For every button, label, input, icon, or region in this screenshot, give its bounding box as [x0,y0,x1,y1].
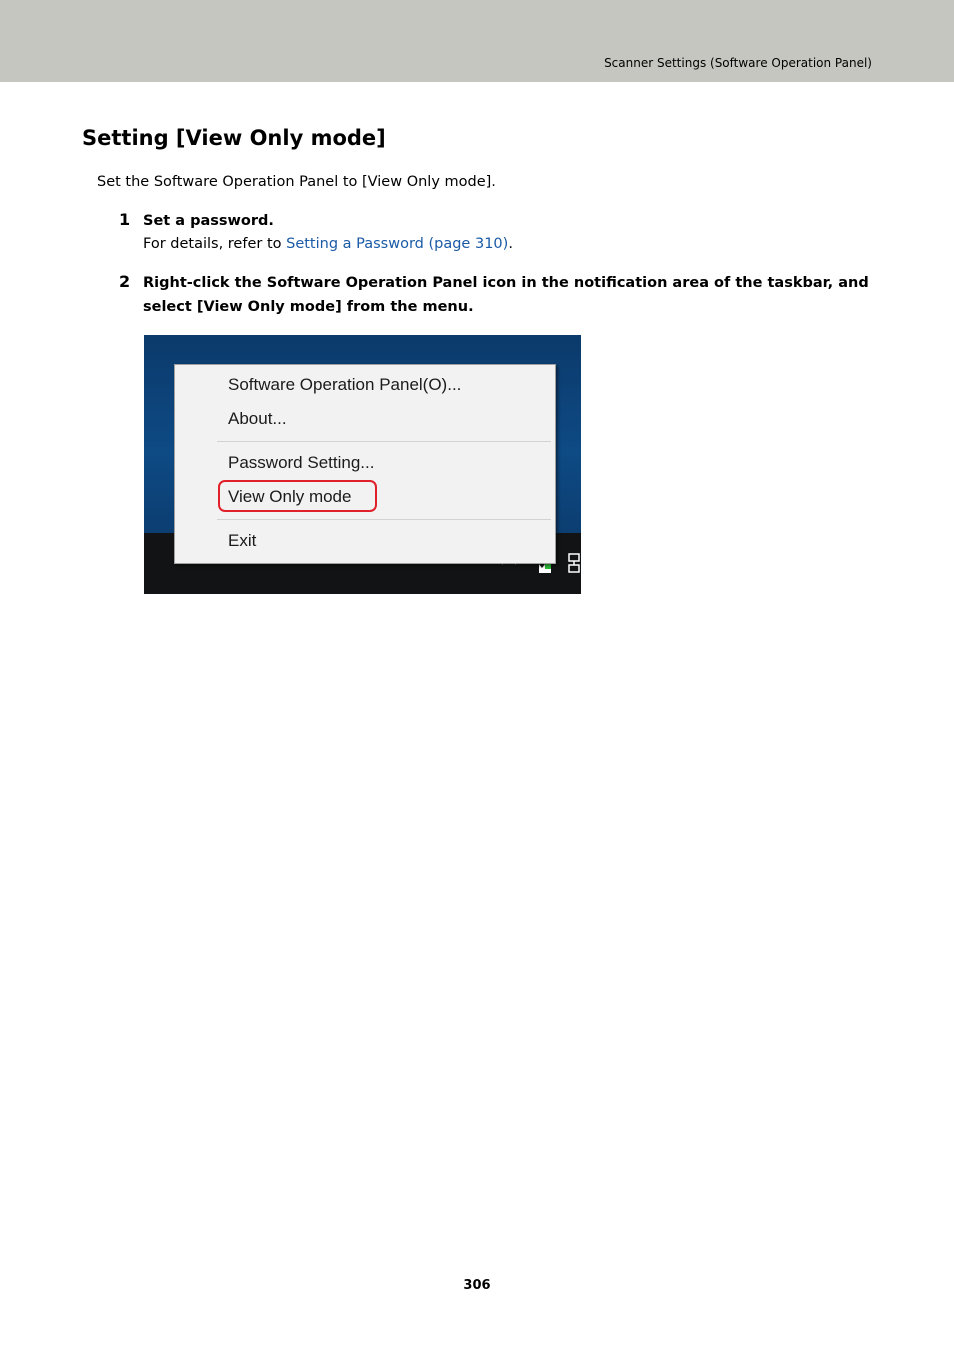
step-2-text: Right-click the Software Operation Panel icon in the notification area of the taskbar, and select [View Only mode] from the menu. [143,275,869,315]
step-2-number: 2 [119,272,131,291]
page-number: 306 [463,1278,491,1293]
menu-separator [217,519,551,520]
step-1-detail-prefix: For details, refer to [143,236,287,252]
running-title: Scanner Settings (Software Operation Panel) [604,56,872,70]
section-title: Setting [View Only mode] [82,126,386,150]
menu-item-password-setting[interactable]: Password Setting... [228,453,375,472]
menu-item-exit[interactable]: Exit [228,531,257,550]
context-menu [174,364,556,564]
menu-item-software-operation-panel[interactable]: Software Operation Panel(O)... [228,375,462,394]
step-1-number: 1 [119,210,131,229]
step-1-detail [143,236,513,252]
intro-text: Set the Software Operation Panel to [View Only mode]. [97,174,496,190]
password-setting-link[interactable]: Setting a Password (page 310) [286,236,509,252]
header-band [0,0,954,82]
context-menu-screenshot [144,335,581,594]
step-1-text: Set a password. [143,213,274,229]
menu-item-about[interactable]: About... [228,409,287,428]
step-1-detail-suffix: . [508,236,513,252]
highlight-ring [218,480,377,512]
menu-item-view-only-mode[interactable]: View Only mode [228,487,352,506]
menu-separator [217,441,551,442]
network-icon[interactable] [568,553,581,575]
